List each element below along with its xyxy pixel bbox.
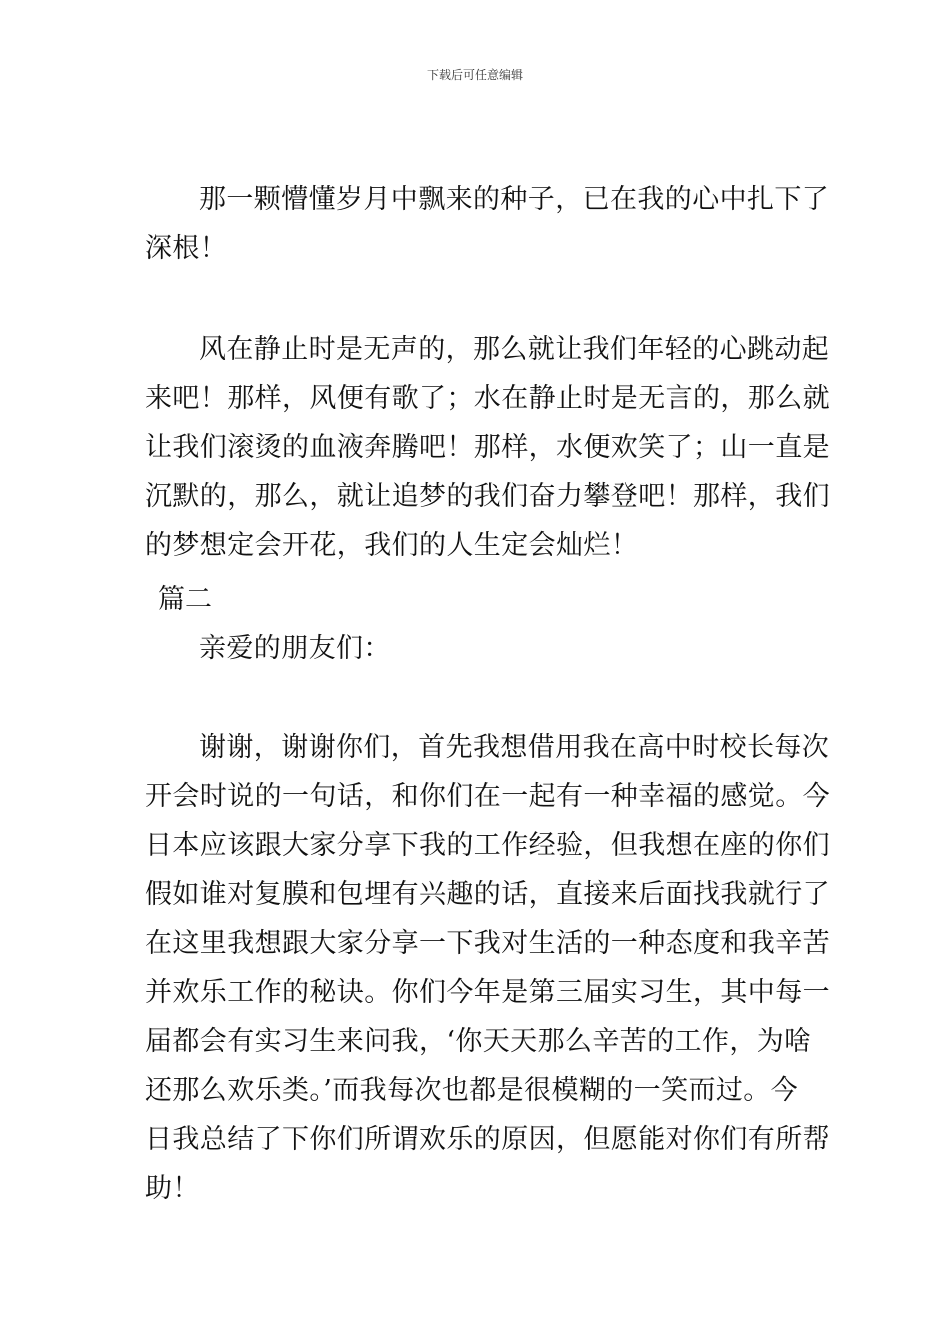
- paragraph-2: [145, 325, 830, 570]
- greeting: [145, 624, 805, 673]
- paragraph-3: [145, 723, 830, 1213]
- paragraph-line: 深根！: [145, 233, 228, 264]
- paragraph-line: 在这里我想跟大家分享一下我对生活的一种态度和我辛苦: [145, 928, 830, 959]
- paragraph-line: 那一颗懵懂岁月中飘来的种子，已在我的心中扎下了: [199, 184, 830, 215]
- paragraph-line: 沉默的，那么，就让追梦的我们奋力攀登吧！那样，我们: [145, 481, 830, 512]
- paragraph-line: 风在静止时是无声的，那么就让我们年轻的心跳动起: [199, 334, 830, 365]
- section-title: 篇二: [158, 584, 212, 615]
- paragraph-line: 来吧！那样，风便有歌了；水在静止时是无言的，那么就: [145, 383, 830, 414]
- paragraph-line: 谢谢，谢谢你们，首先我想借用我在高中时校长每次: [199, 732, 830, 763]
- paragraph-line: 的梦想定会开花，我们的人生定会灿烂！: [145, 530, 639, 561]
- paragraph-1: [145, 175, 830, 273]
- header-note: 下载后可任意编辑: [426, 68, 523, 82]
- paragraph-line: 让我们滚烫的血液奔腾吧！那样，水便欢笑了；山一直是: [145, 432, 830, 463]
- paragraph-line: 日我总结了下你们所谓欢乐的原因，但愿能对你们有所帮: [145, 1124, 830, 1155]
- paragraph-line: 日本应该跟大家分享下我的工作经验，但我想在座的你们: [145, 830, 830, 861]
- paragraph-line: 并欢乐工作的秘诀。你们今年是第三届实习生，其中每一: [145, 977, 830, 1008]
- paragraph-line: 助！: [145, 1173, 200, 1204]
- paragraph-line: 开会时说的一句话，和你们在一起有一种幸福的感觉。今: [145, 781, 830, 812]
- paragraph-line: 届都会有实习生来问我，‘你天天那么辛苦的工作，为啥: [145, 1026, 812, 1057]
- paragraph-line: 假如谁对复膜和包埋有兴趣的话，直接来后面找我就行了: [145, 879, 830, 910]
- paragraph-line: 还那么欢乐类。’而我每次也都是很模糊的一笑而过。今: [145, 1075, 799, 1106]
- greeting-line: 亲爱的朋友们：: [199, 633, 391, 664]
